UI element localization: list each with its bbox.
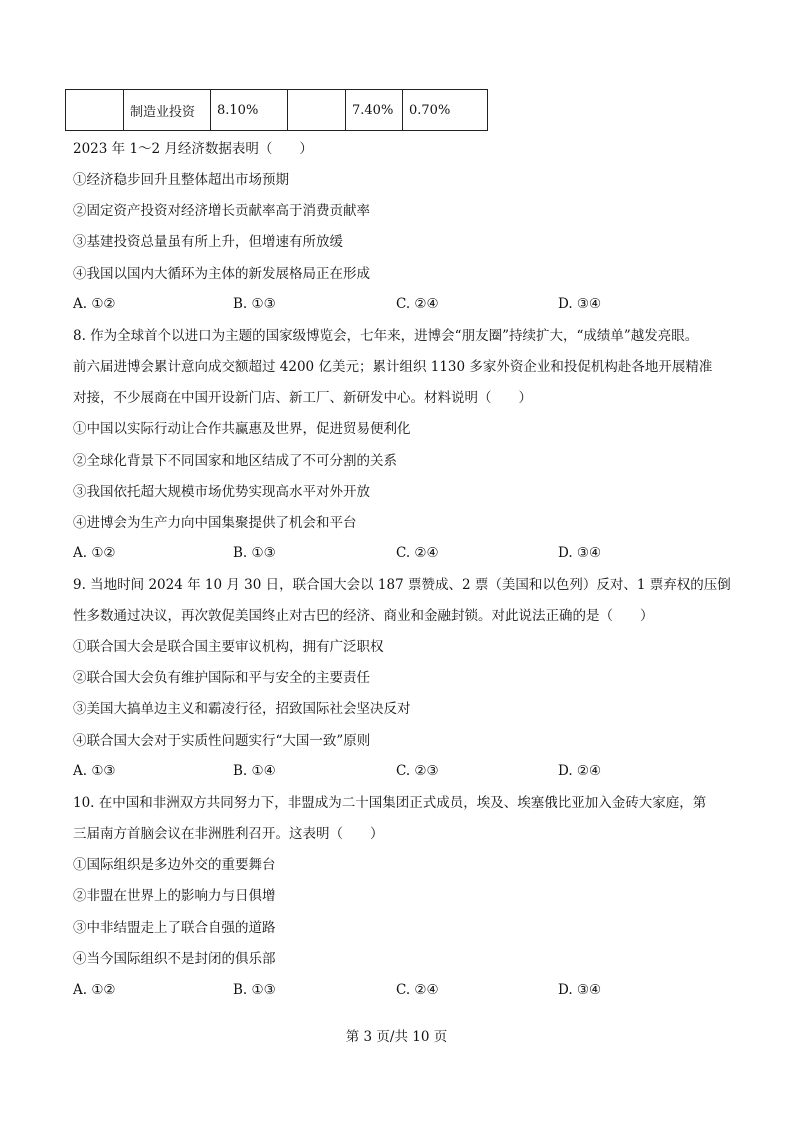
table-cell: 0.70% [403, 90, 488, 131]
q7-options [73, 296, 723, 314]
question-9-stem-line-2: 性多数通过决议，再次敦促美国终止对古巴的经济、商业和金融封锁。对此说法正确的是（ ） [73, 608, 654, 624]
q10-item-1: ①国际组织是多边外交的重要舞台 [73, 857, 276, 873]
q7-option-d: D. ③④ [558, 296, 602, 312]
q8-item-2: ②全球化背景下不同国家和地区结成了不可分割的关系 [73, 453, 397, 469]
table-cell [288, 90, 346, 131]
q9-option-c: C. ②③ [396, 763, 439, 779]
q9-option-a: A. ①③ [73, 763, 116, 779]
q9-options [73, 763, 723, 781]
q10-item-2: ②非盟在世界上的影响力与日俱增 [73, 888, 276, 904]
question-8-stem-line-1: 8. 作为全球首个以进口为主题的国家级博览会，七年来，进博会“朋友圈”持续扩大，“成绩单”越发亮眼。 [73, 328, 699, 344]
q9-item-4: ④联合国大会对于实质性问题实行“大国一致”原则 [73, 733, 371, 749]
question-7-stem: 2023 年 1～2 月经济数据表明（ ） [73, 141, 313, 157]
q7-option-a: A. ①② [73, 296, 116, 312]
q9-item-1: ①联合国大会是联合国主要审议机构，拥有广泛职权 [73, 639, 384, 655]
table-cell: 制造业投资 [124, 90, 211, 131]
q10-item-4: ④当今国际组织不是封闭的俱乐部 [73, 951, 276, 967]
q8-option-a: A. ①② [73, 545, 116, 561]
q7-item-3: ③基建投资总量虽有所上升，但增速有所放缓 [73, 234, 343, 250]
table-cell [66, 90, 124, 131]
q10-option-d: D. ③④ [558, 982, 602, 998]
q9-option-d: D. ②④ [558, 763, 602, 779]
q10-options [73, 982, 723, 1000]
q9-item-2: ②联合国大会负有维护国际和平与安全的主要责任 [73, 670, 370, 686]
question-10-stem-line-2: 三届南方首脑会议在非洲胜利召开。这表明（ ） [73, 826, 384, 842]
q9-option-b: B. ①④ [233, 763, 276, 779]
table-cell: 7.40% [346, 90, 403, 131]
data-table [65, 89, 488, 131]
q10-option-b: B. ①③ [233, 982, 276, 998]
q10-option-c: C. ②④ [396, 982, 439, 998]
question-10-stem-line-1: 10. 在中国和非洲双方共同努力下，非盟成为二十国集团正式成员，埃及、埃塞俄比亚加入金砖大家庭，第 [73, 795, 707, 811]
q10-option-a: A. ①② [73, 982, 116, 998]
question-9-stem-line-1: 9. 当地时间 2024 年 10 月 30 日，联合国大会以 187 票赞成、2 票（美国和以色列）反对、1 票弃权的压倒 [73, 577, 731, 593]
question-8-stem-line-2: 前六届进博会累计意向成交额超过 4200 亿美元；累计组织 1130 多家外资企业和投促机构赴各地开展精准 [73, 359, 713, 375]
table-row [66, 90, 488, 131]
question-8-stem-line-3: 对接，不少展商在中国开设新门店、新工厂、新研发中心。材料说明（ ） [73, 390, 532, 406]
page-number: 第 3 页/共 10 页 [345, 1029, 448, 1045]
q8-item-1: ①中国以实际行动让合作共赢惠及世界，促进贸易便利化 [73, 421, 411, 437]
q7-item-1: ①经济稳步回升且整体超出市场预期 [73, 172, 289, 188]
q8-item-4: ④进博会为生产力向中国集聚提供了机会和平台 [73, 515, 357, 531]
q8-options [73, 545, 723, 563]
q8-item-3: ③我国依托超大规模市场优势实现高水平对外开放 [73, 484, 370, 500]
q8-option-b: B. ①③ [233, 545, 276, 561]
q8-option-d: D. ③④ [558, 545, 602, 561]
q9-item-3: ③美国大搞单边主义和霸凌行径，招致国际社会坚决反对 [73, 701, 411, 717]
table-cell: 8.10% [211, 90, 288, 131]
q7-option-b: B. ①③ [233, 296, 276, 312]
q10-item-3: ③中非结盟走上了联合自强的道路 [73, 920, 276, 936]
q8-option-c: C. ②④ [396, 545, 439, 561]
q7-item-4: ④我国以国内大循环为主体的新发展格局正在形成 [73, 266, 370, 282]
q7-item-2: ②固定资产投资对经济增长贡献率高于消费贡献率 [73, 203, 370, 219]
q7-option-c: C. ②④ [396, 296, 439, 312]
